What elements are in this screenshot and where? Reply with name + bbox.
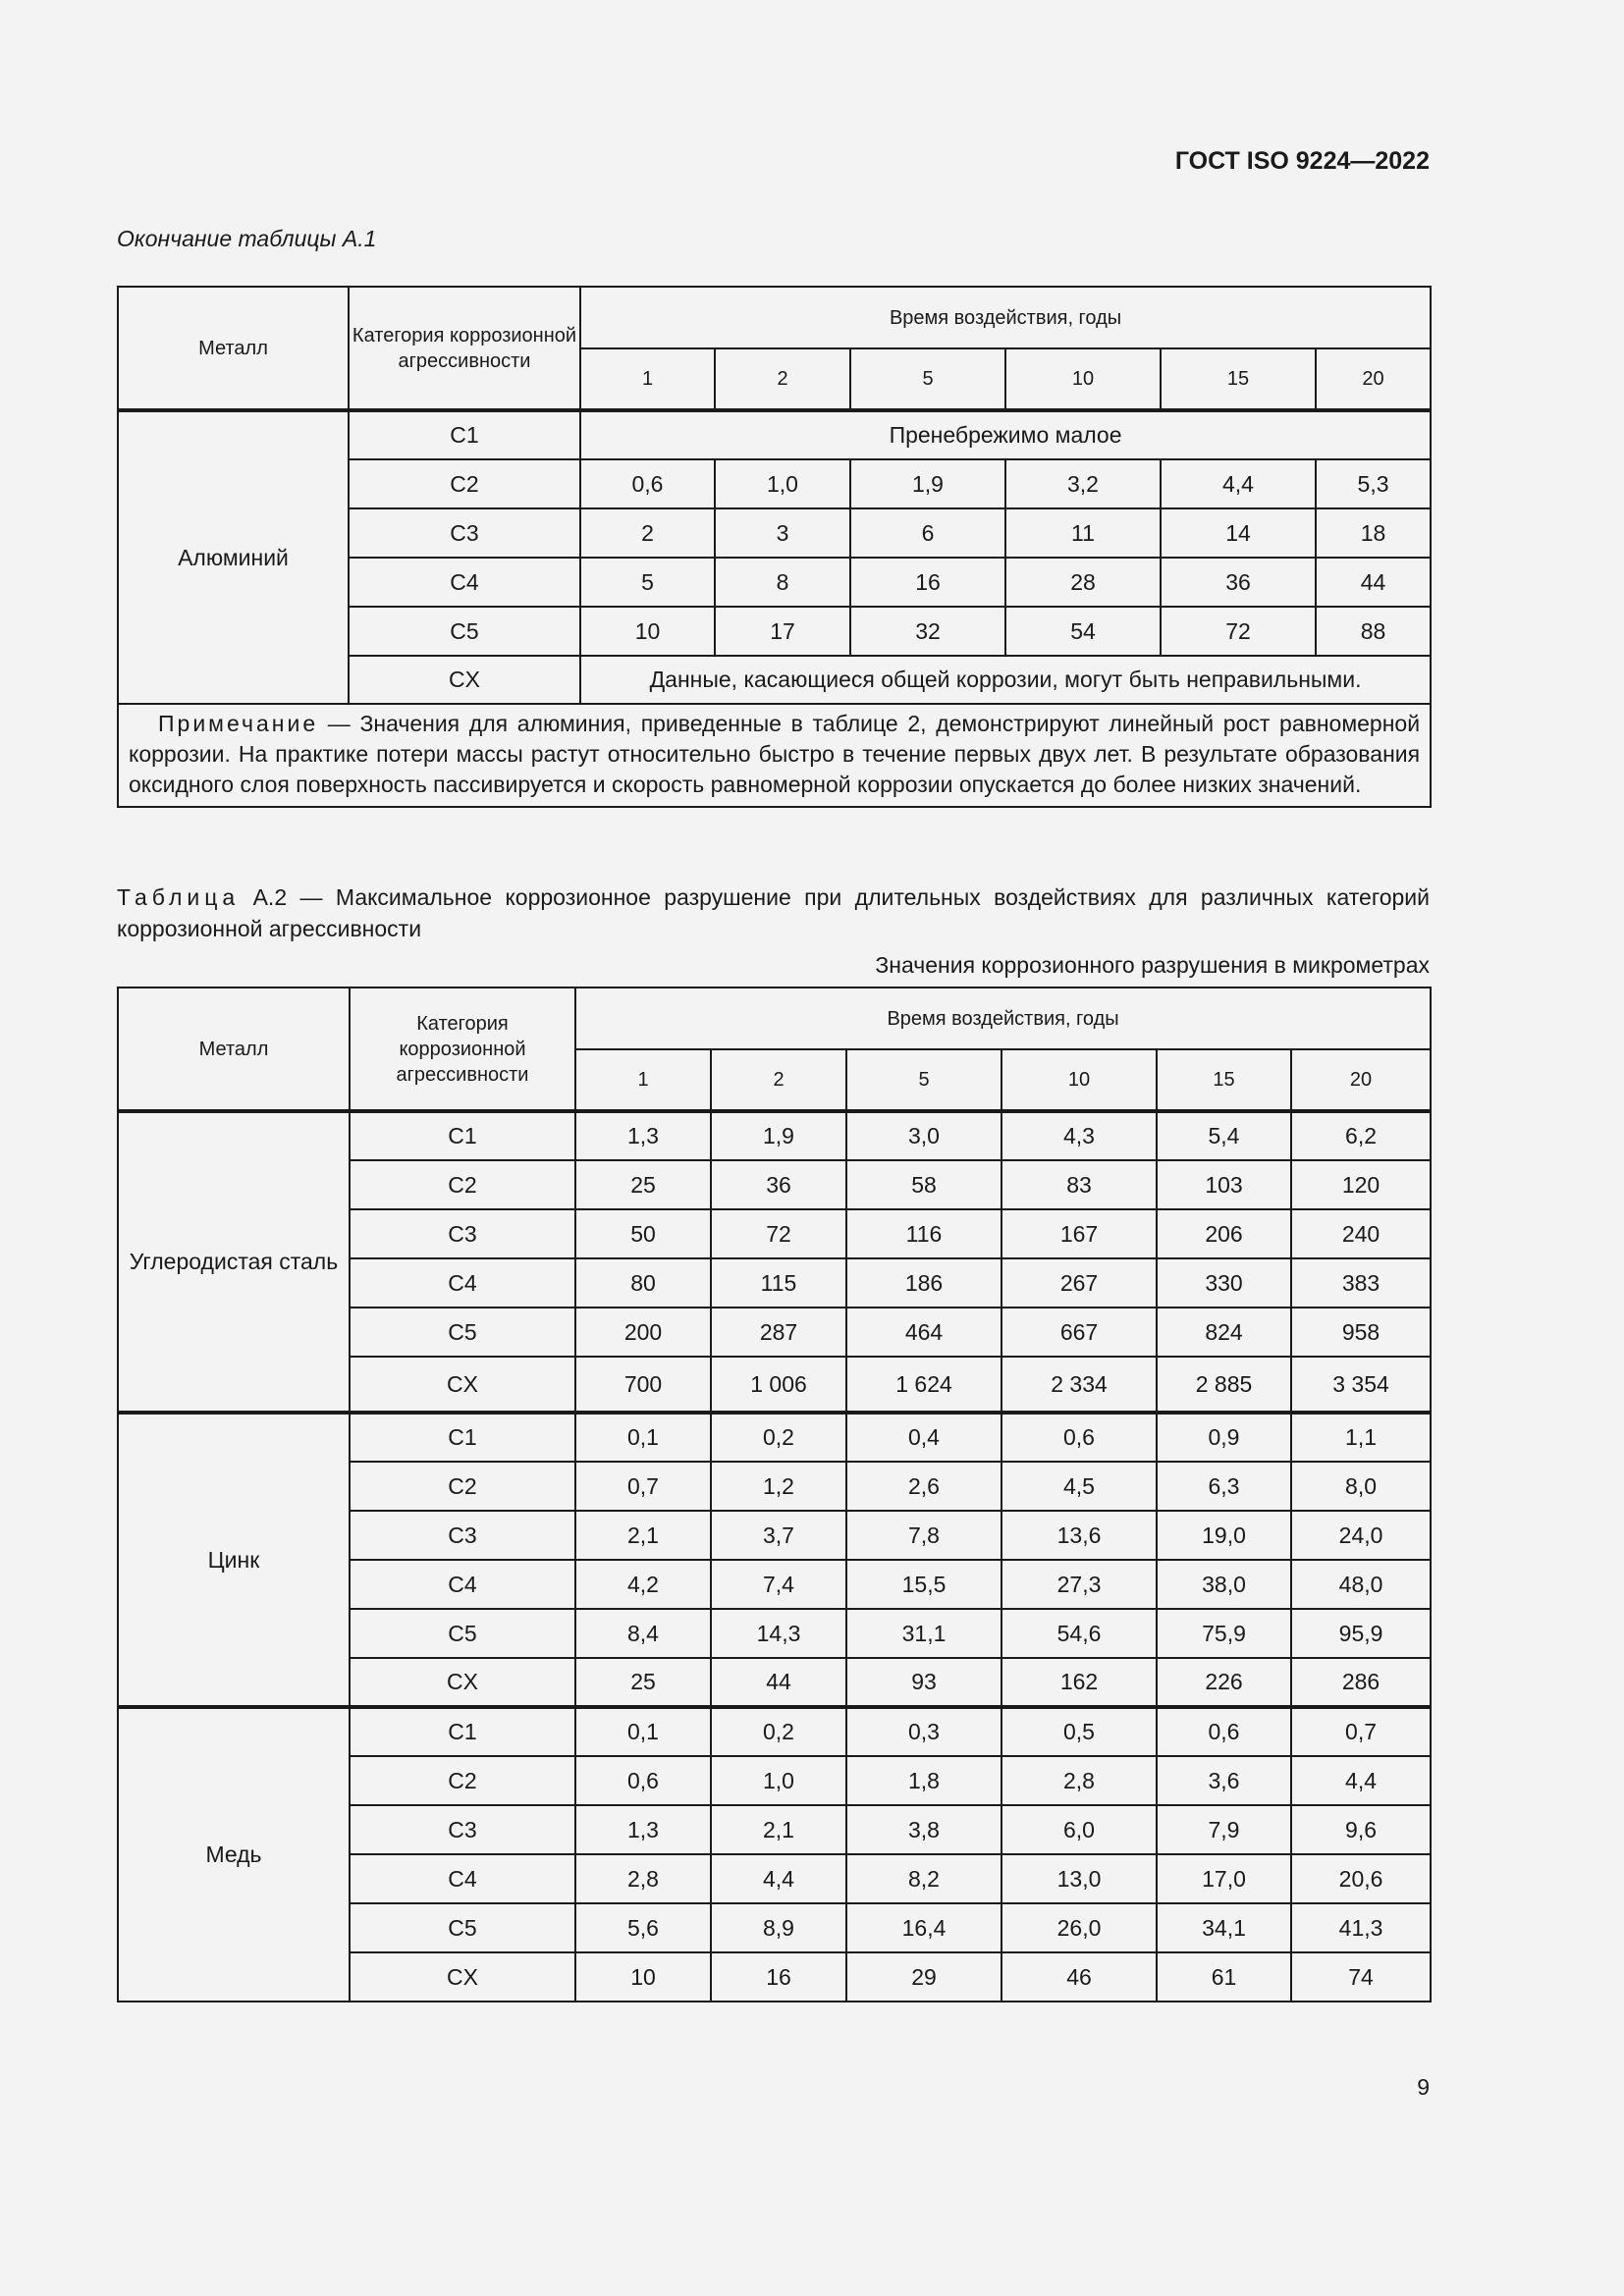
value-cell: 3,6 [1157, 1756, 1291, 1805]
value-cell: 58 [846, 1160, 1001, 1209]
value-cell: 29 [846, 1952, 1001, 2002]
header-year: 20 [1291, 1049, 1431, 1111]
value-cell: 20,6 [1291, 1854, 1431, 1903]
value-cell: 3 354 [1291, 1357, 1431, 1413]
category-cell: C3 [350, 1511, 575, 1560]
header-year: 1 [580, 348, 715, 410]
table-row [118, 1111, 1431, 1160]
value-cell: 0,1 [575, 1707, 711, 1756]
table-a1-end [117, 286, 1432, 808]
header-year: 10 [1001, 1049, 1157, 1111]
value-cell: 61 [1157, 1952, 1291, 2002]
value-cell: 958 [1291, 1308, 1431, 1357]
value-cell: 11 [1005, 508, 1161, 558]
value-cell: 5,4 [1157, 1111, 1291, 1160]
value-cell: 41,3 [1291, 1903, 1431, 1952]
value-cell: 240 [1291, 1209, 1431, 1258]
table1-note [118, 704, 1431, 807]
value-cell: 17 [715, 607, 850, 656]
value-cell: 4,5 [1001, 1462, 1157, 1511]
note-text: — Значения для алюминия, приведенные в таблице 2, демонстрируют линейный рост равномерной коррозии. На практике потери массы растут относительно быстро в течение первых двух лет. В результате образования оксидного слоя поверхность пассивируется и скорость равномерной коррозии опускается до более низких значений. [129, 711, 1421, 797]
value-cell: 3,7 [711, 1511, 846, 1560]
table2-caption-text: А.2 — Максимальное коррозионное разрушение при длительных воздействиях для различных категорий коррозионной агрессивности [117, 884, 1430, 941]
value-cell: 16 [711, 1952, 846, 2002]
value-cell: 0,7 [1291, 1707, 1431, 1756]
value-cell: 25 [575, 1658, 711, 1707]
value-cell: 1 624 [846, 1357, 1001, 1413]
value-cell: 6,2 [1291, 1111, 1431, 1160]
value-cell: 2,8 [1001, 1756, 1157, 1805]
merged-value-cell: Пренебрежимо малое [580, 410, 1431, 459]
value-cell: 14,3 [711, 1609, 846, 1658]
value-cell: 3,0 [846, 1111, 1001, 1160]
value-cell: 32 [850, 607, 1005, 656]
value-cell: 200 [575, 1308, 711, 1357]
value-cell: 2 334 [1001, 1357, 1157, 1413]
header-year: 2 [711, 1049, 846, 1111]
value-cell: 36 [1161, 558, 1316, 607]
value-cell: 28 [1005, 558, 1161, 607]
value-cell: 8,0 [1291, 1462, 1431, 1511]
value-cell: 36 [711, 1160, 846, 1209]
value-cell: 1,1 [1291, 1413, 1431, 1462]
metal-cell: Алюминий [118, 410, 349, 704]
page-number: 9 [1417, 2074, 1430, 2100]
value-cell: 0,9 [1157, 1413, 1291, 1462]
category-cell: C4 [350, 1854, 575, 1903]
category-cell: C2 [350, 1462, 575, 1511]
value-cell: 8 [715, 558, 850, 607]
value-cell: 5,3 [1316, 459, 1431, 508]
value-cell: 54 [1005, 607, 1161, 656]
value-cell: 7,9 [1157, 1805, 1291, 1854]
value-cell: 4,3 [1001, 1111, 1157, 1160]
value-cell: 8,4 [575, 1609, 711, 1658]
value-cell: 15,5 [846, 1560, 1001, 1609]
value-cell: 0,2 [711, 1707, 846, 1756]
value-cell: 19,0 [1157, 1511, 1291, 1560]
value-cell: 83 [1001, 1160, 1157, 1209]
header-category: Категория коррозионной агрессивности [349, 287, 580, 410]
header-metal: Металл [118, 988, 350, 1111]
table-row [118, 1413, 1431, 1462]
value-cell: 116 [846, 1209, 1001, 1258]
metal-cell: Углеродистая сталь [118, 1111, 350, 1413]
category-cell: CX [350, 1952, 575, 2002]
category-cell: C5 [350, 1609, 575, 1658]
value-cell: 31,1 [846, 1609, 1001, 1658]
header-year: 1 [575, 1049, 711, 1111]
value-cell: 1,9 [850, 459, 1005, 508]
value-cell: 4,4 [1161, 459, 1316, 508]
category-cell: C3 [350, 1805, 575, 1854]
value-cell: 13,6 [1001, 1511, 1157, 1560]
table2-caption-label: Таблица [117, 884, 241, 910]
value-cell: 5 [580, 558, 715, 607]
value-cell: 1,9 [711, 1111, 846, 1160]
value-cell: 3 [715, 508, 850, 558]
value-cell: 6 [850, 508, 1005, 558]
category-cell: CX [350, 1357, 575, 1413]
header-metal: Металл [118, 287, 349, 410]
value-cell: 2 [580, 508, 715, 558]
value-cell: 186 [846, 1258, 1001, 1308]
value-cell: 0,7 [575, 1462, 711, 1511]
category-cell: C5 [349, 607, 580, 656]
value-cell: 5,6 [575, 1903, 711, 1952]
value-cell: 700 [575, 1357, 711, 1413]
value-cell: 0,6 [1157, 1707, 1291, 1756]
value-cell: 88 [1316, 607, 1431, 656]
category-cell: C4 [349, 558, 580, 607]
value-cell: 24,0 [1291, 1511, 1431, 1560]
value-cell: 0,6 [1001, 1413, 1157, 1462]
header-year: 20 [1316, 348, 1431, 410]
table2-caption [117, 881, 1430, 944]
value-cell: 1,2 [711, 1462, 846, 1511]
value-cell: 464 [846, 1308, 1001, 1357]
value-cell: 9,6 [1291, 1805, 1431, 1854]
table-row [118, 1707, 1431, 1756]
category-cell: C3 [350, 1209, 575, 1258]
category-cell: C2 [349, 459, 580, 508]
value-cell: 16 [850, 558, 1005, 607]
value-cell: 1,0 [715, 459, 850, 508]
value-cell: 10 [575, 1952, 711, 2002]
category-cell: C4 [350, 1258, 575, 1308]
category-cell: C4 [350, 1560, 575, 1609]
value-cell: 1 006 [711, 1357, 846, 1413]
value-cell: 10 [580, 607, 715, 656]
metal-cell: Медь [118, 1707, 350, 2002]
value-cell: 25 [575, 1160, 711, 1209]
header-year: 5 [846, 1049, 1001, 1111]
category-cell: C2 [350, 1756, 575, 1805]
value-cell: 0,6 [580, 459, 715, 508]
value-cell: 2,1 [711, 1805, 846, 1854]
table1-caption: Окончание таблицы А.1 [117, 226, 377, 251]
metal-cell: Цинк [118, 1413, 350, 1707]
value-cell: 1,3 [575, 1111, 711, 1160]
value-cell: 6,0 [1001, 1805, 1157, 1854]
value-cell: 0,4 [846, 1413, 1001, 1462]
header-exposure-time: Время воздействия, годы [580, 287, 1431, 348]
value-cell: 18 [1316, 508, 1431, 558]
value-cell: 38,0 [1157, 1560, 1291, 1609]
value-cell: 1,8 [846, 1756, 1001, 1805]
category-cell: CX [349, 656, 580, 704]
header-year: 15 [1161, 348, 1316, 410]
table2-units: Значения коррозионного разрушения в микрометрах [875, 952, 1430, 978]
value-cell: 74 [1291, 1952, 1431, 2002]
value-cell: 72 [711, 1209, 846, 1258]
value-cell: 14 [1161, 508, 1316, 558]
value-cell: 667 [1001, 1308, 1157, 1357]
value-cell: 383 [1291, 1258, 1431, 1308]
value-cell: 8,9 [711, 1903, 846, 1952]
value-cell: 93 [846, 1658, 1001, 1707]
category-cell: C5 [350, 1903, 575, 1952]
table2-body [118, 1111, 1431, 2002]
note-label: Примечание [158, 711, 319, 736]
value-cell: 46 [1001, 1952, 1157, 2002]
value-cell: 2,8 [575, 1854, 711, 1903]
value-cell: 2 885 [1157, 1357, 1291, 1413]
category-cell: C1 [350, 1707, 575, 1756]
value-cell: 1,3 [575, 1805, 711, 1854]
value-cell: 34,1 [1157, 1903, 1291, 1952]
table-row [118, 410, 1431, 459]
header-year: 15 [1157, 1049, 1291, 1111]
value-cell: 115 [711, 1258, 846, 1308]
value-cell: 4,4 [711, 1854, 846, 1903]
header-year: 10 [1005, 348, 1161, 410]
value-cell: 50 [575, 1209, 711, 1258]
value-cell: 44 [711, 1658, 846, 1707]
value-cell: 95,9 [1291, 1609, 1431, 1658]
value-cell: 287 [711, 1308, 846, 1357]
value-cell: 162 [1001, 1658, 1157, 1707]
table1-body [118, 410, 1431, 704]
header-year: 5 [850, 348, 1005, 410]
value-cell: 75,9 [1157, 1609, 1291, 1658]
value-cell: 1,0 [711, 1756, 846, 1805]
table-a2 [117, 987, 1432, 2002]
category-cell: C3 [349, 508, 580, 558]
value-cell: 167 [1001, 1209, 1157, 1258]
value-cell: 48,0 [1291, 1560, 1431, 1609]
value-cell: 226 [1157, 1658, 1291, 1707]
value-cell: 330 [1157, 1258, 1291, 1308]
value-cell: 3,8 [846, 1805, 1001, 1854]
header-category: Категория коррозионной агрессивности [350, 988, 575, 1111]
value-cell: 44 [1316, 558, 1431, 607]
category-cell: C2 [350, 1160, 575, 1209]
value-cell: 2,6 [846, 1462, 1001, 1511]
merged-value-cell: Данные, касающиеся общей коррозии, могут быть неправильными. [580, 656, 1431, 704]
category-cell: C5 [350, 1308, 575, 1357]
value-cell: 3,2 [1005, 459, 1161, 508]
value-cell: 54,6 [1001, 1609, 1157, 1658]
category-cell: C1 [349, 410, 580, 459]
standard-designation: ГОСТ ISO 9224—2022 [1174, 147, 1430, 175]
value-cell: 0,1 [575, 1413, 711, 1462]
value-cell: 206 [1157, 1209, 1291, 1258]
value-cell: 4,2 [575, 1560, 711, 1609]
value-cell: 0,6 [575, 1756, 711, 1805]
value-cell: 2,1 [575, 1511, 711, 1560]
value-cell: 27,3 [1001, 1560, 1157, 1609]
value-cell: 824 [1157, 1308, 1291, 1357]
value-cell: 267 [1001, 1258, 1157, 1308]
value-cell: 120 [1291, 1160, 1431, 1209]
value-cell: 8,2 [846, 1854, 1001, 1903]
category-cell: C1 [350, 1111, 575, 1160]
category-cell: C1 [350, 1413, 575, 1462]
header-year: 2 [715, 348, 850, 410]
value-cell: 26,0 [1001, 1903, 1157, 1952]
value-cell: 286 [1291, 1658, 1431, 1707]
value-cell: 0,3 [846, 1707, 1001, 1756]
value-cell: 16,4 [846, 1903, 1001, 1952]
category-cell: CX [350, 1658, 575, 1707]
header-exposure-time: Время воздействия, годы [575, 988, 1431, 1049]
value-cell: 13,0 [1001, 1854, 1157, 1903]
value-cell: 103 [1157, 1160, 1291, 1209]
value-cell: 7,4 [711, 1560, 846, 1609]
value-cell: 7,8 [846, 1511, 1001, 1560]
value-cell: 0,2 [711, 1413, 846, 1462]
value-cell: 72 [1161, 607, 1316, 656]
value-cell: 6,3 [1157, 1462, 1291, 1511]
value-cell: 0,5 [1001, 1707, 1157, 1756]
value-cell: 17,0 [1157, 1854, 1291, 1903]
value-cell: 4,4 [1291, 1756, 1431, 1805]
value-cell: 80 [575, 1258, 711, 1308]
